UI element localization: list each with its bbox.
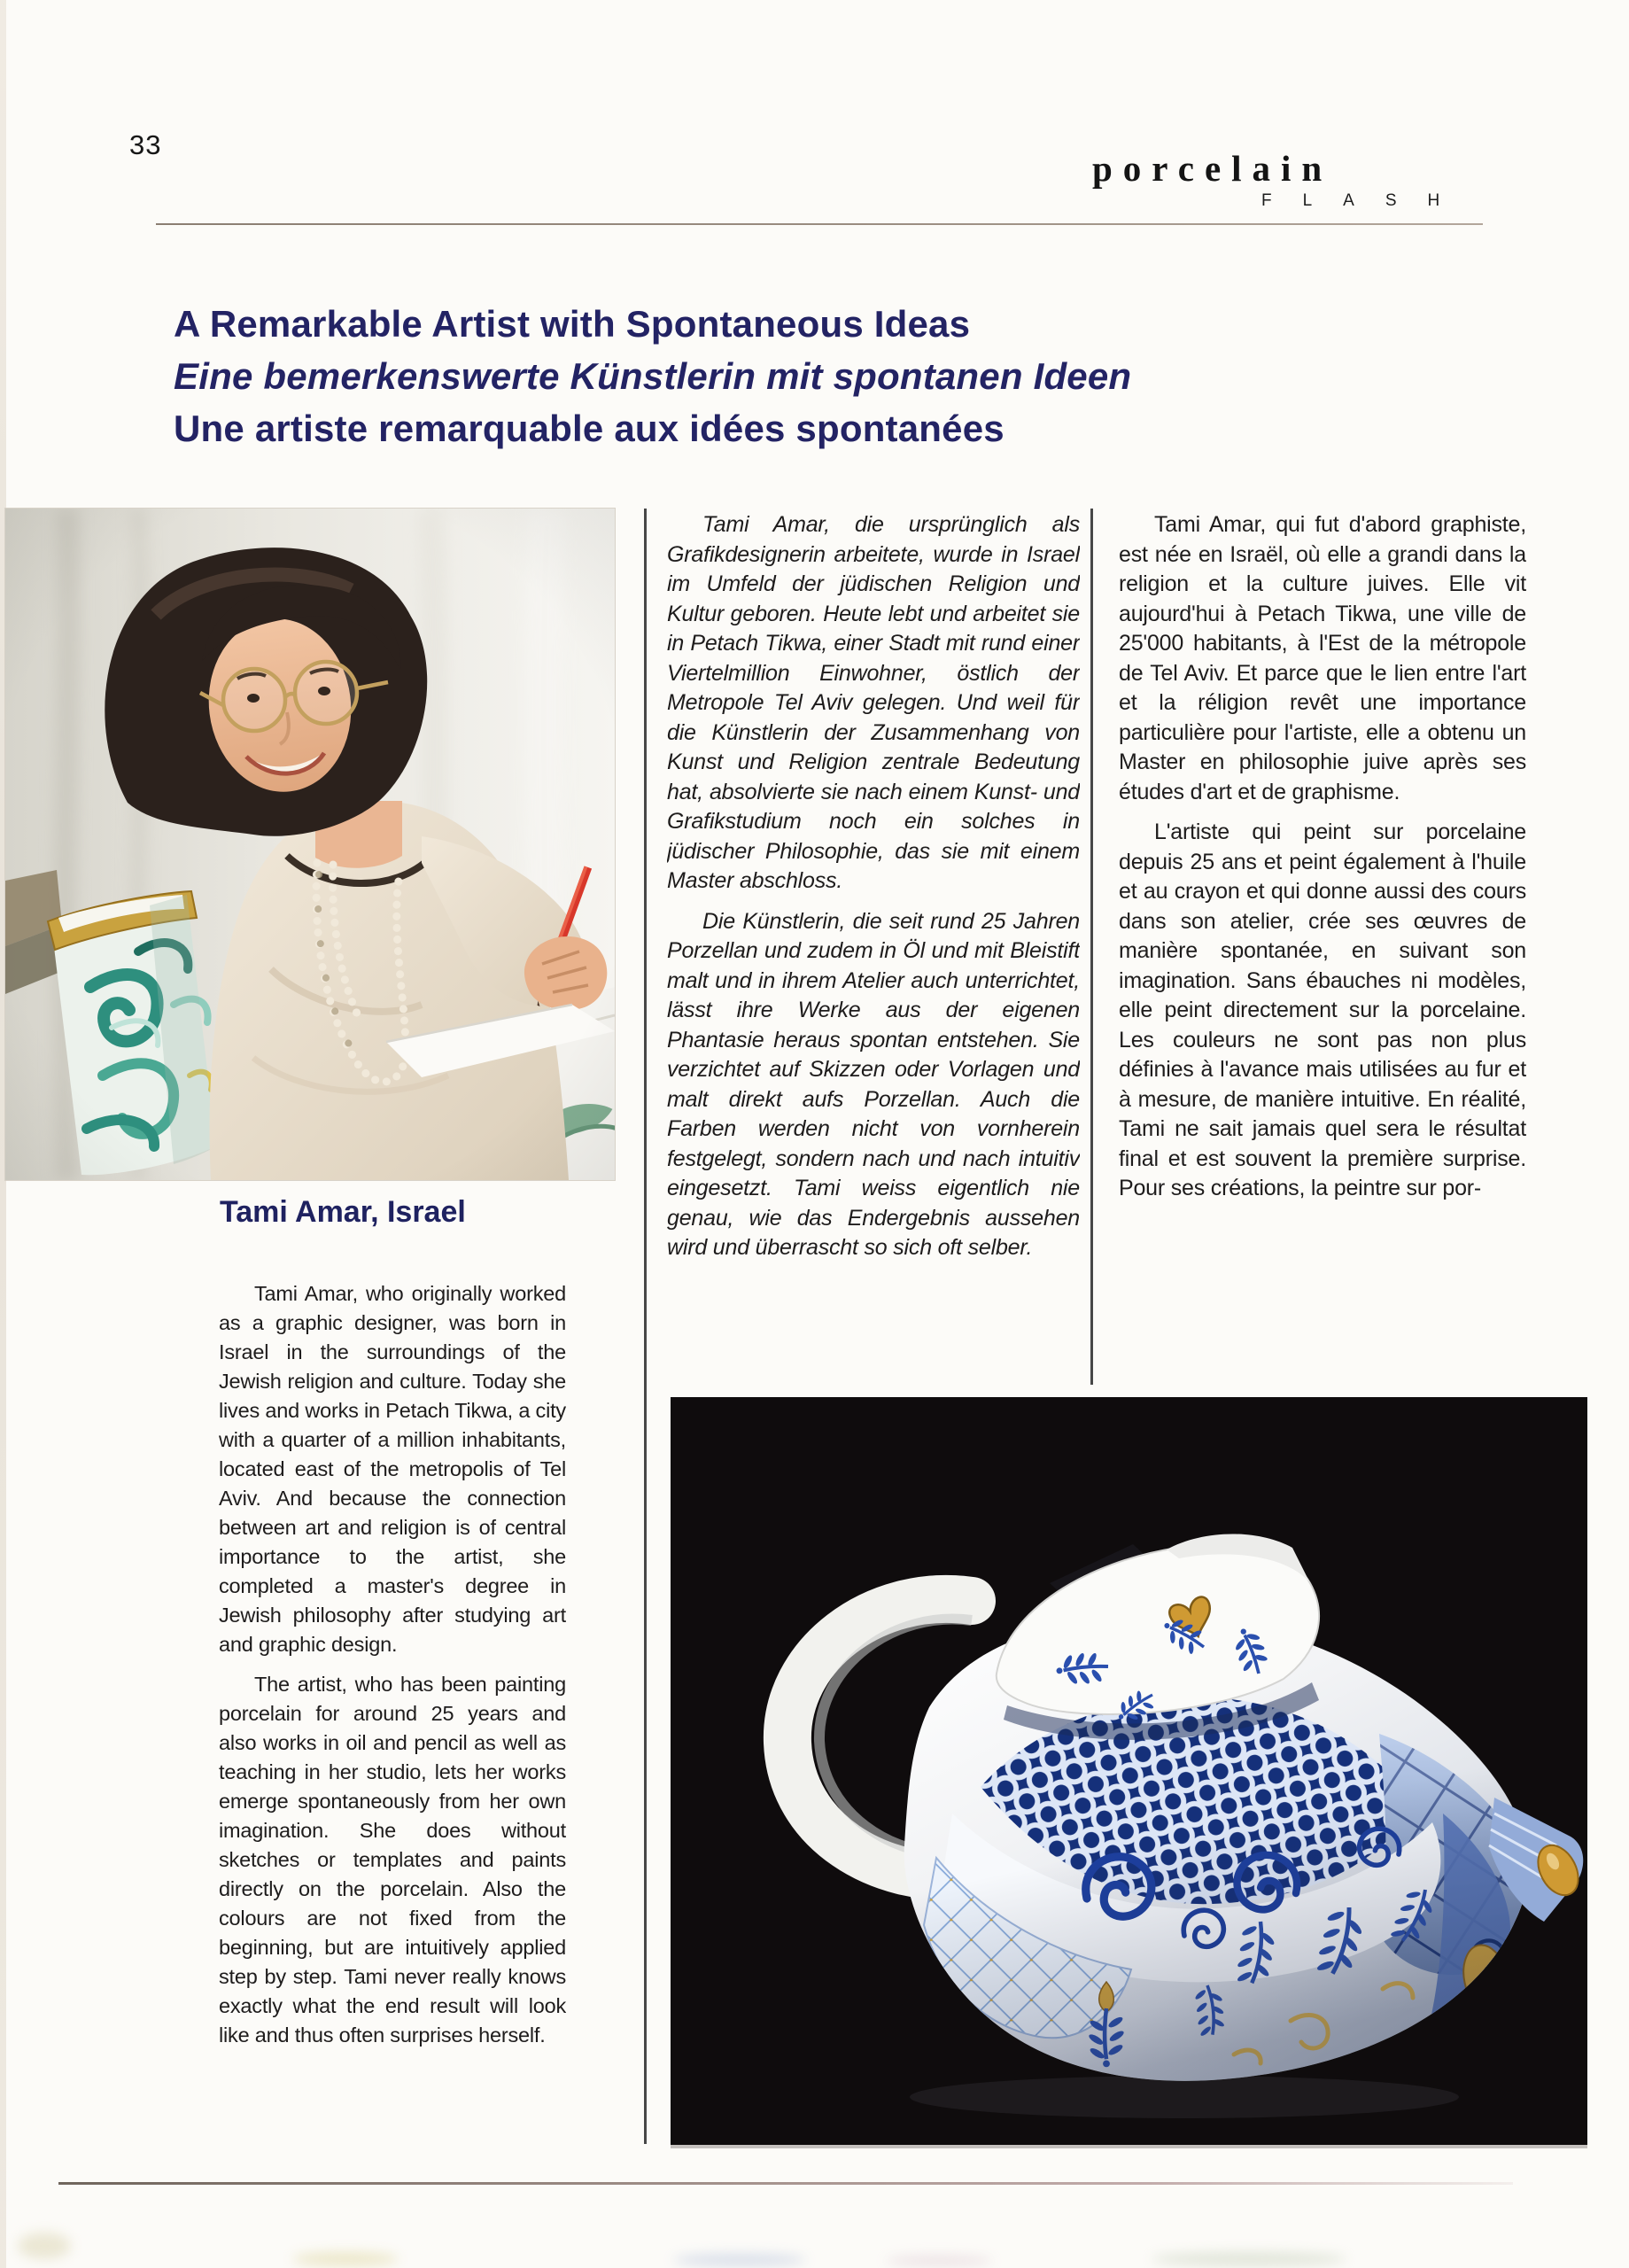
page-number: 33: [129, 129, 162, 160]
scan-smudge: [292, 2252, 399, 2266]
headline-german: Eine bemerkenswerte Künstlerin mit spontanen Ideen: [174, 355, 1132, 397]
article-headline: [174, 298, 1325, 454]
artist-photo: [5, 509, 615, 1180]
teapot-illustration: [671, 1397, 1587, 2145]
headline-french: Une artiste remarquable aux idées spontanées: [174, 408, 1005, 449]
column-german: [667, 510, 1080, 1389]
scan-smudge: [18, 2233, 71, 2259]
paragraph: Die Künstlerin, die seit rund 25 Jahren Porzellan und zudem in Öl und mit Bleistift malt und in ihrem Atelier auch unterrichtet, lässt ihre Werke aus der eigenen Phantasie heraus spontan entstehen. Sie verzichtet auf Skizzen oder Vorlagen und malt direkt aufs Porzellan. Auch die Farben werden nicht von vornherein festgelegt, sondern nach und nach intuitiv eingesetzt. Tami weiss eigentlich nie genau, wie das Endergebnis aussehen wird und überrascht so sich oft selber.: [667, 908, 1080, 1260]
paragraph: The artist, who has been painting porcelain for around 25 years and also works in oil and pencil as well as teaching in her studio, lets her works emerge spontaneously from her own imagination. She does without sketches or templates and paints directly on the porcelain. Also the colours are not fixed from the beginning, but are intuitively applied step by step. Tami never really knows exactly what the end result will look like and thus often surprises herself.: [219, 1673, 566, 2047]
column-divider-left: [644, 509, 647, 2144]
scan-smudge: [673, 2254, 806, 2266]
paragraph: L'artiste qui peint sur porcelaine depuis 25 ans et peint également à l'huile et au crayon et qui donne aussi des cours dans son atelier, crée ses œuvres de manière spontanée, en suivant son imagination. Sans ébauches ni modèles, elle peint directement sur la porcelaine. Les couleurs ne sont pas non plus définies à l'avance mais utilisées au fur et à mesure, de manière intuitive. En réalité, Tami ne sait jamais quel sera le résultat final et est souvent la première surprise. Pour ses créations, la peintre sur por-: [1119, 819, 1526, 1200]
magazine-logo: porcelain: [1092, 148, 1333, 189]
header-rule: [156, 223, 1483, 225]
paragraph: Tami Amar, die ursprünglich als Grafikdesignerin arbeitete, wurde in Israel im Umfeld der jüdischen Religion und Kultur geboren. Heute lebt und arbeitet sie in Petach Tikwa, einer Stadt mit rund einer Viertelmillion Einwohner, östlich der Metropole Tel Aviv gelegen. Und weil für die Künstlerin der Zusammenhang von Kunst und Religion zentrale Bedeutung hat, absolvierte sie nach einem Kunst- und Grafikstudium noch ein solches in jüdischer Philosophie, das sie mit einem Master abschloss.: [667, 512, 1080, 893]
column-english: [219, 1279, 566, 2176]
headline-english: A Remarkable Artist with Spontaneous Ideas: [174, 303, 971, 345]
teapot-photo: [671, 1397, 1587, 2145]
column-divider-right: [1090, 509, 1093, 1385]
footer-rule: [58, 2182, 1513, 2185]
scan-smudge: [886, 2256, 992, 2266]
magazine-logo-subtitle: FLASH: [1261, 191, 1471, 210]
scan-smudge: [1152, 2252, 1346, 2266]
paragraph: Tami Amar, qui fut d'abord graphiste, est née en Israël, où elle a grandi dans la religion et la culture juives. Elle vit aujourd'hui à Petach Tikwa, une ville de 25'000 habitants, à l'Est de la métropole de Tel Aviv. Et parce que le lien entre l'art et la réligion revêt une importance particulière pour l'artiste, elle a obtenu un Master en philosophie juive après ses études d'art et de graphisme.: [1119, 512, 1526, 804]
column-french: [1119, 510, 1526, 1389]
paragraph: Tami Amar, who originally worked as a graphic designer, was born in Israel in the surroundings of the Jewish religion and culture. Today she lives and works in Petach Tikwa, a city with a quarter of a million inhabitants, located east of the metropolis of Tel Aviv. And because the connection between art and religion is of central importance to the artist, she completed a master's degree in Jewish philosophy after studying art and graphic design.: [219, 1282, 566, 1656]
photo-caption: Tami Amar, Israel: [220, 1195, 466, 1229]
artist-portrait-illustration: [5, 509, 615, 1180]
